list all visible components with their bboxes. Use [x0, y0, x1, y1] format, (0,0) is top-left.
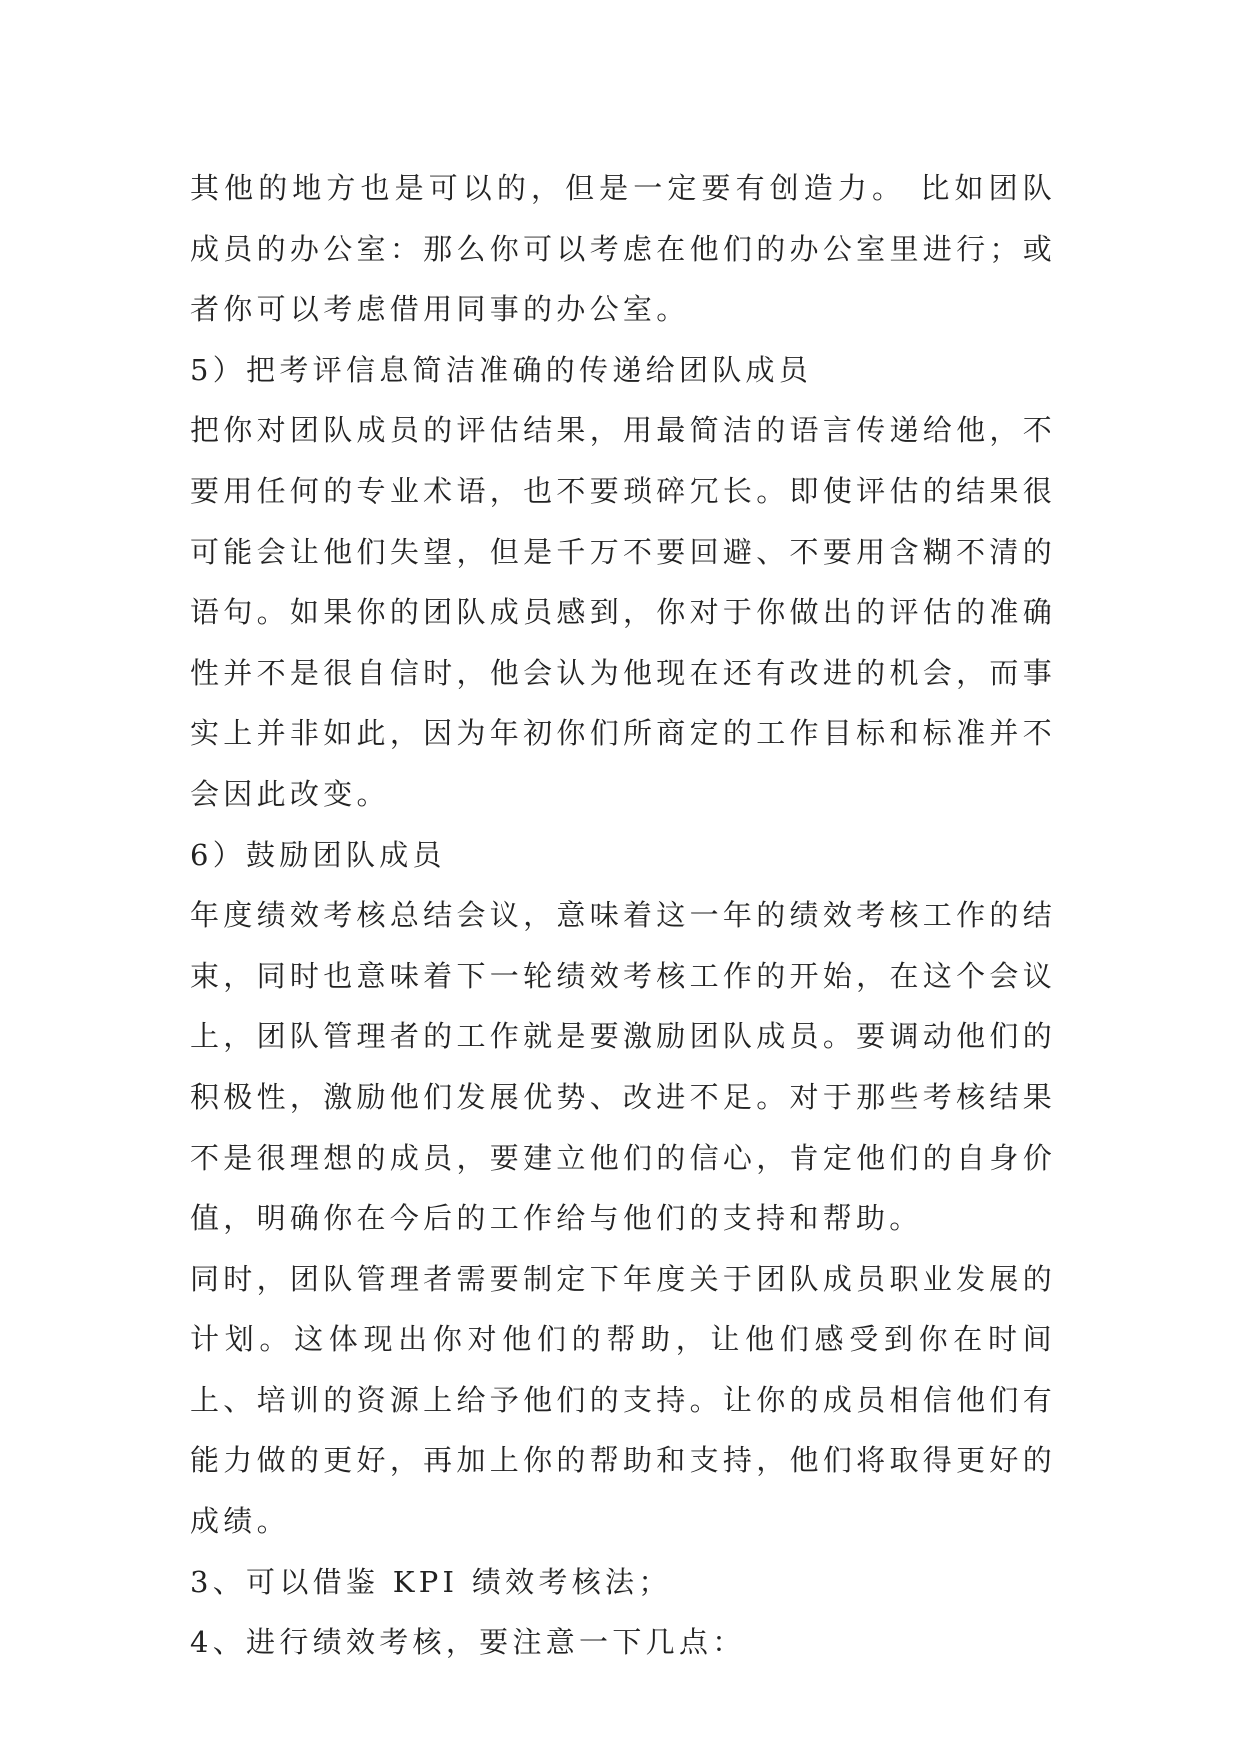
list-item-4: 4、进行绩效考核，要注意一下几点：	[190, 1625, 746, 1660]
paragraph-venue-note: 其他的地方也是可以的，但是一定要有创造力。 比如团队成员的办公室：那么你可以考虑在他们的办公室里进行；或者你可以考虑借用同事的办公室。	[190, 171, 1056, 327]
paragraph-convey-results: 把你对团队成员的评估结果，用最简洁的语言传递给他，不要用任何的专业术语，也不要琐碎冗长。即使评估的结果很可能会让他们失望，但是千万不要回避、不要用含糊不清的语句。如果你的团队成员感到，你对于你做出的评估的准确性并不是很自信时，他会认为他现在还有改进的机会，而事实上并非如此，因为年初你们所商定的工作目标和标准并不会因此改变。	[190, 413, 1056, 811]
paragraph-encourage-members: 年度绩效考核总结会议，意味着这一年的绩效考核工作的结束，同时也意味着下一轮绩效考核工作的开始，在这个会议上，团队管理者的工作就是要激励团队成员。要调动他们的积极性，激励他们发展优势、改进不足。对于那些考核结果不是很理想的成员，要建立他们的信心，肯定他们的自身价值，明确你在今后的工作给与他们的支持和帮助。	[190, 898, 1056, 1236]
section-heading-5: 5）把考评信息简洁准确的传递给团队成员	[190, 352, 813, 387]
document-body	[190, 158, 1056, 1673]
list-item-3: 3、可以借鉴 KPI 绩效考核法；	[190, 1564, 672, 1599]
section-heading-6: 6）鼓励团队成员	[190, 837, 446, 872]
paragraph-development-plan: 同时，团队管理者需要制定下年度关于团队成员职业发展的计划。这体现出你对他们的帮助，让他们感受到你在时间上、培训的资源上给予他们的支持。让你的成员相信他们有能力做的更好，再加上你的帮助和支持，他们将取得更好的成绩。	[190, 1261, 1056, 1539]
